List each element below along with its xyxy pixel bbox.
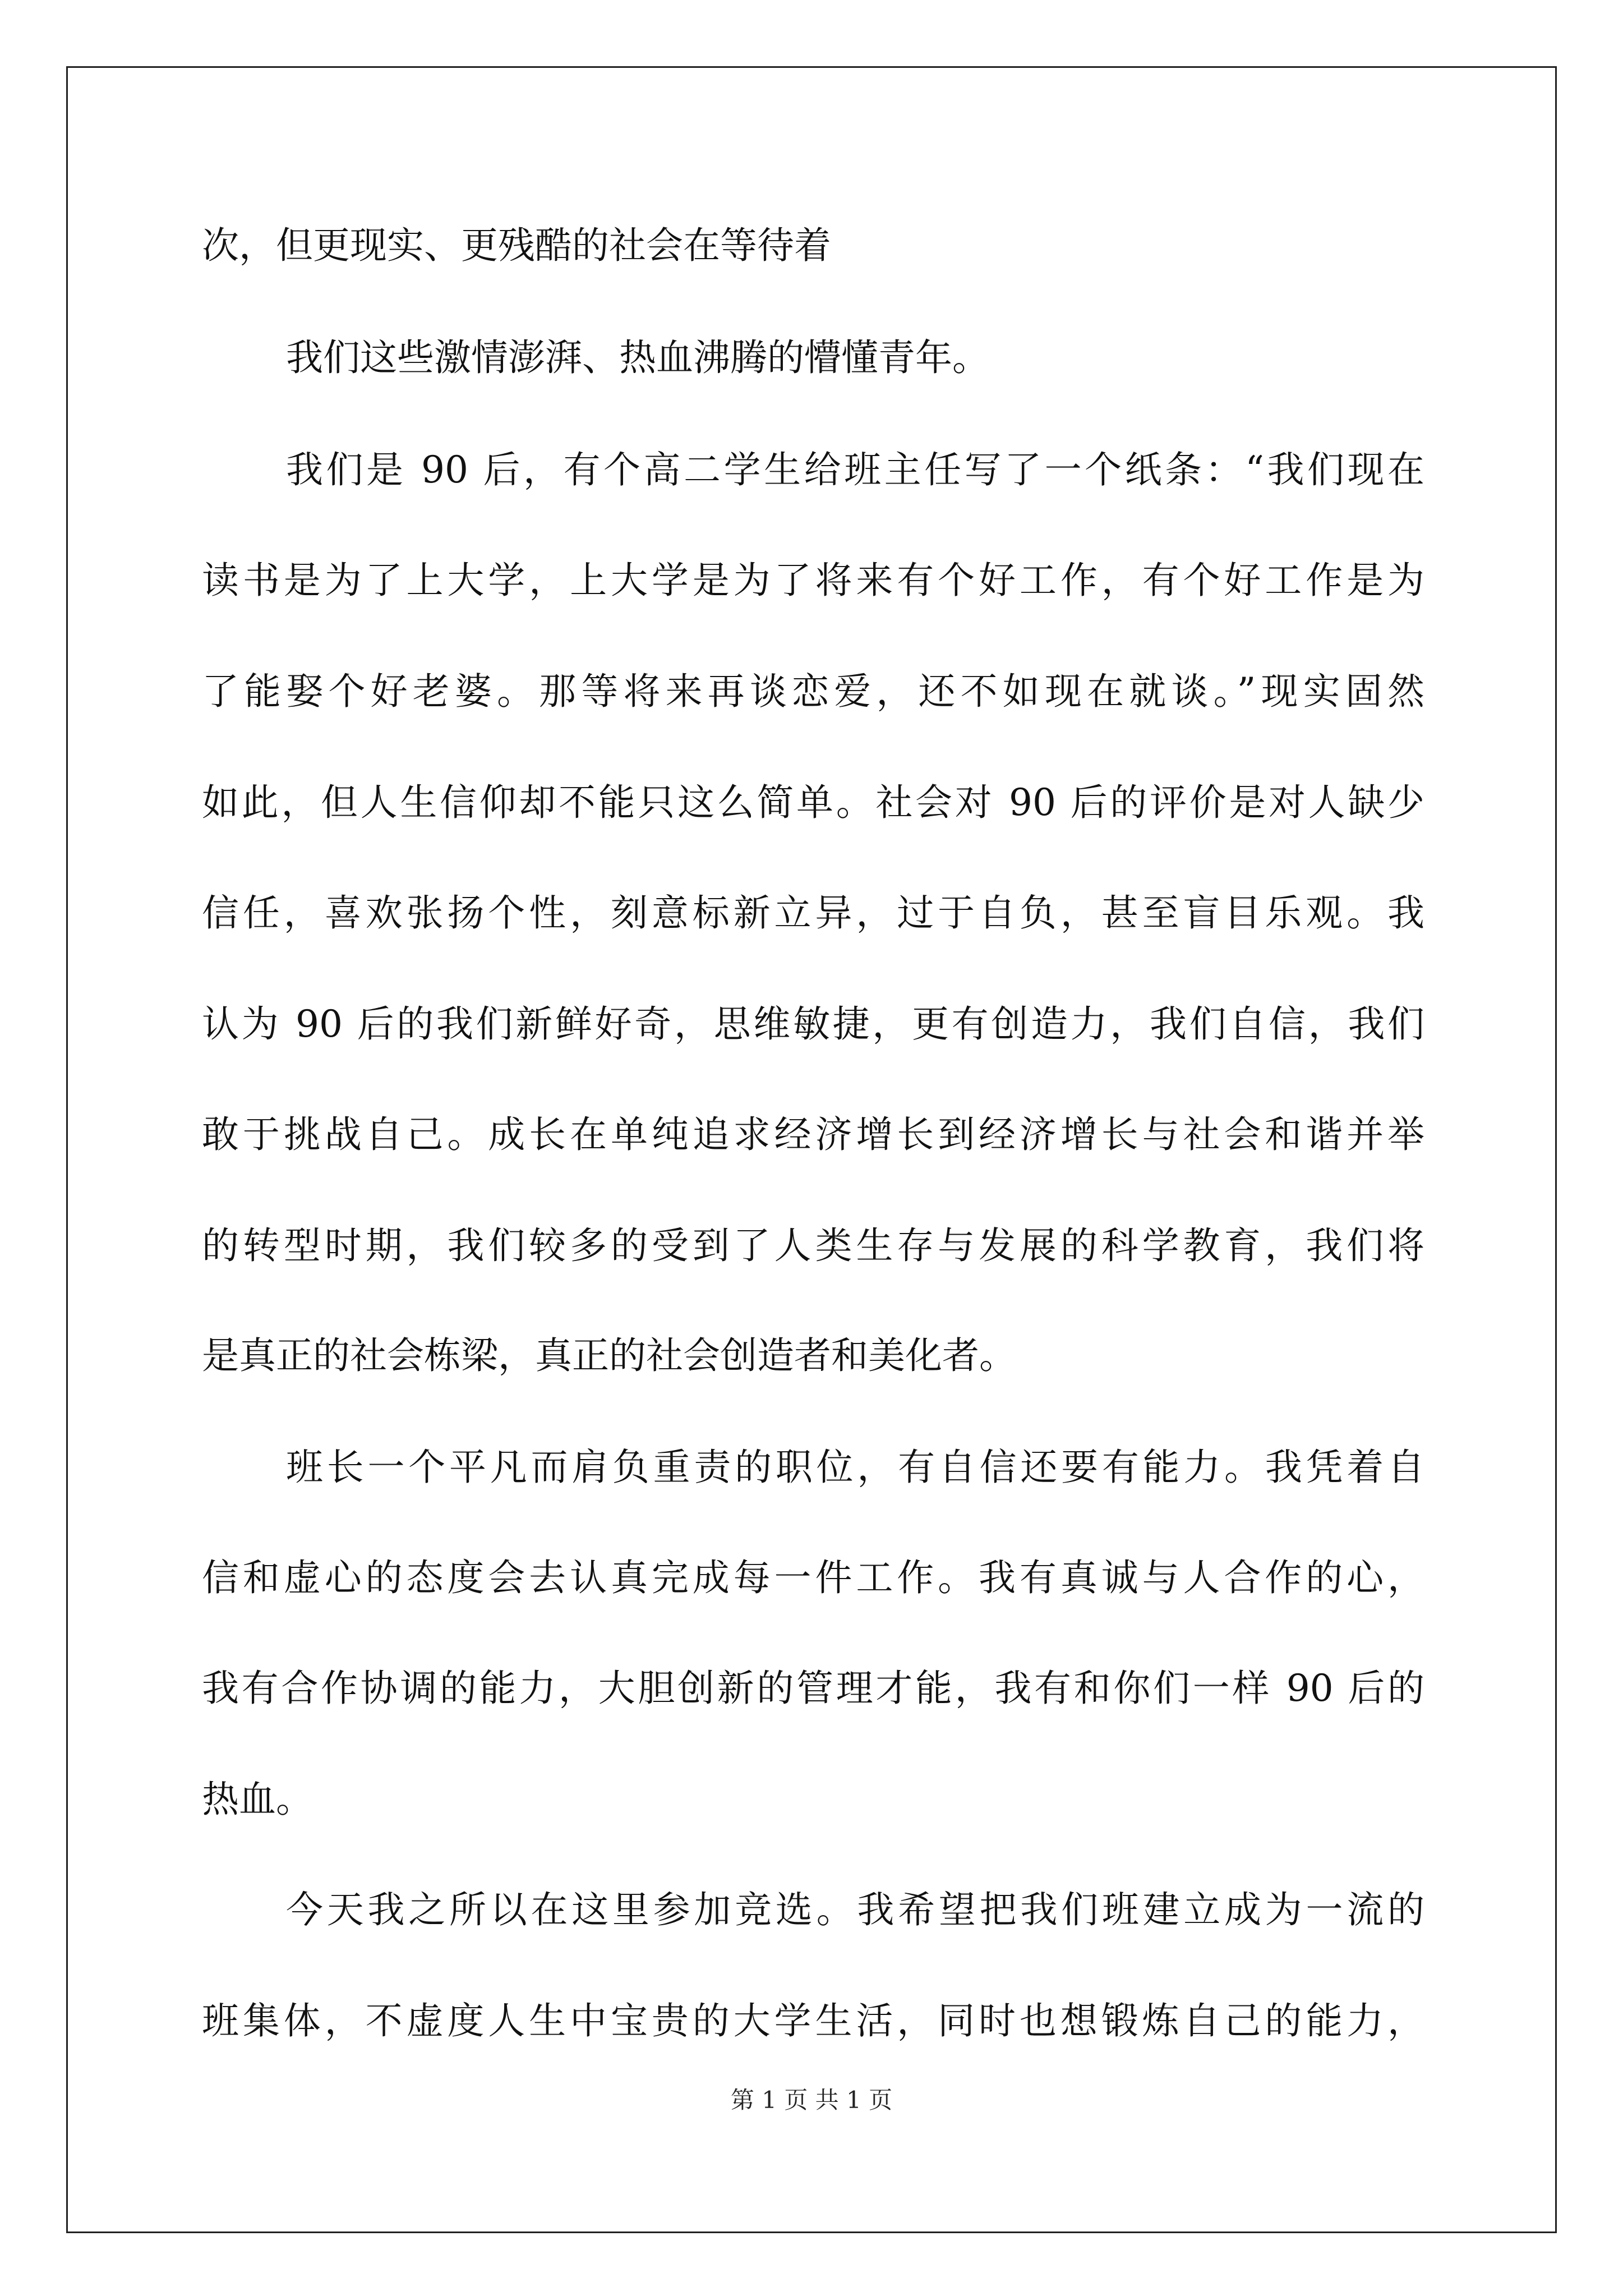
page-number-footer: 第 1 页 共 1 页 xyxy=(730,2086,893,2114)
text-line-6: 如此，但人生信仰却不能只这么简单。社会对 90 后的评价是对人缺少 xyxy=(202,781,1424,824)
text-line-3: 我们是 90 后，有个高二学生给班主任写了一个纸条：“我们现在 xyxy=(286,448,1424,491)
text-line-9: 敢于挑战自己。成长在单纯追求经济增长到经济增长与社会和谐并举 xyxy=(202,1113,1424,1156)
text-line-11: 是真正的社会栋梁，真正的社会创造者和美化者。 xyxy=(202,1334,1016,1377)
text-line-4: 读书是为了上大学，上大学是为了将来有个好工作，有个好工作是为 xyxy=(202,559,1424,602)
text-line-2: 我们这些激情澎湃、热血沸腾的懵懂青年。 xyxy=(286,336,989,379)
text-line-10: 的转型时期，我们较多的受到了人类生存与发展的科学教育，我们将 xyxy=(202,1224,1424,1267)
text-line-12: 班长一个平凡而肩负重责的职位，有自信还要有能力。我凭着自 xyxy=(286,1446,1424,1489)
text-line-15: 热血。 xyxy=(202,1778,313,1821)
text-line-8: 认为 90 后的我们新鲜好奇，思维敏捷，更有创造力，我们自信，我们 xyxy=(202,1002,1424,1046)
text-line-14: 我有合作协调的能力，大胆创新的管理才能，我有和你们一样 90 后的 xyxy=(202,1667,1424,1710)
text-line-7: 信任，喜欢张扬个性，刻意标新立异，过于自负，甚至盲目乐观。我 xyxy=(202,891,1424,935)
text-line-16: 今天我之所以在这里参加竞选。我希望把我们班建立成为一流的 xyxy=(286,1888,1424,1931)
text-line-5: 了能娶个好老婆。那等将来再谈恋爱，还不如现在就谈。”现实固然 xyxy=(202,670,1424,713)
text-line-13: 信和虚心的态度会去认真完成每一件工作。我有真诚与人合作的心， xyxy=(202,1556,1424,1599)
text-line-1: 次，但更现实、更残酷的社会在等待着 xyxy=(202,224,831,267)
text-line-17: 班集体，不虚度人生中宝贵的大学生活，同时也想锻炼自己的能力， xyxy=(202,1999,1424,2042)
